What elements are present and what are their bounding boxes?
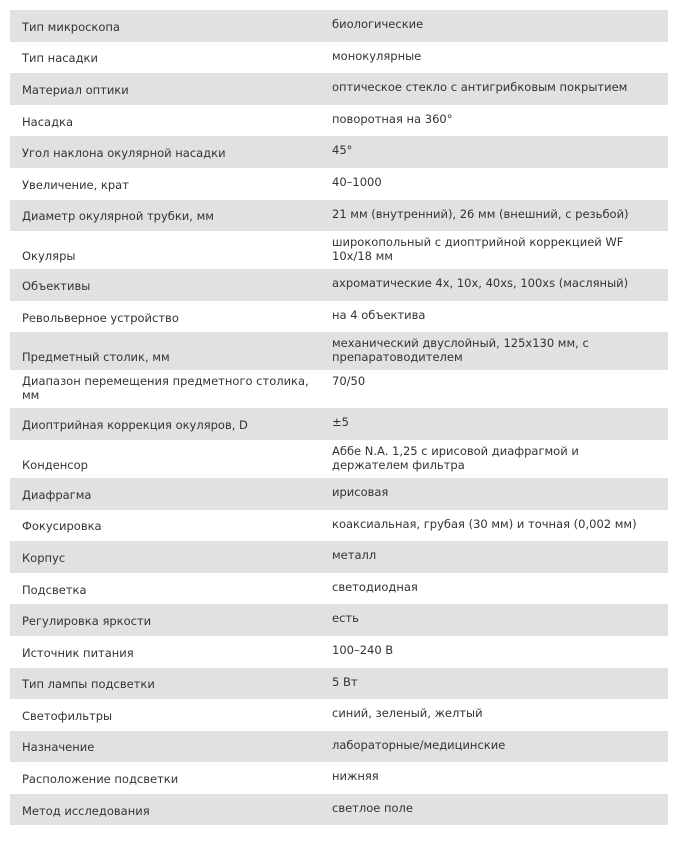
- table-row: [10, 105, 668, 137]
- table-row: [10, 636, 668, 668]
- table-row: [10, 168, 668, 200]
- table-row: [10, 42, 668, 74]
- spec-value: есть: [332, 611, 359, 626]
- specifications-table: [10, 10, 668, 825]
- spec-value: 21 мм (внутренний), 26 мм (внешний, с резьбой): [332, 206, 629, 221]
- table-row: [10, 332, 668, 370]
- spec-label: Диапазон перемещения предметного столика, мм: [22, 374, 309, 403]
- table-row: [10, 762, 668, 794]
- spec-value: светлое поле: [332, 800, 413, 815]
- spec-label: Фокусировка: [22, 519, 102, 534]
- spec-label: Расположение подсветки: [22, 772, 179, 787]
- spec-label: Тип лампы подсветки: [22, 677, 155, 692]
- spec-value: биологические: [332, 17, 424, 31]
- table-row: [10, 699, 668, 731]
- spec-value: коаксиальная, грубая (30 мм) и точная (0,002 мм): [332, 516, 637, 531]
- spec-label: Конденсор: [22, 457, 88, 472]
- table-row: [10, 73, 668, 105]
- table-row: [10, 478, 668, 510]
- table-row: [10, 200, 668, 232]
- spec-label: Диаметр окулярной трубки, мм: [22, 209, 214, 224]
- table-row: [10, 440, 668, 478]
- spec-label: Регулировка яркости: [22, 614, 152, 629]
- spec-label: Диоптрийная коррекция окуляров, D: [22, 418, 248, 433]
- spec-value: 40–1000: [332, 174, 382, 189]
- table-row: [10, 10, 668, 42]
- spec-value: синий, зеленый, желтый: [332, 706, 483, 721]
- table-row: [10, 370, 668, 408]
- spec-value: оптическое стекло с антигрибковым покрытием: [332, 80, 628, 95]
- table-row: [10, 269, 668, 301]
- spec-label: Подсветка: [22, 582, 87, 597]
- table-row: [10, 510, 668, 542]
- spec-label: Назначение: [22, 740, 95, 755]
- table-row: [10, 573, 668, 605]
- table-row: [10, 604, 668, 636]
- spec-label: Предметный столик, мм: [22, 350, 170, 365]
- table-row: [10, 408, 668, 440]
- spec-label: Тип микроскопа: [22, 19, 120, 34]
- spec-label: Источник питания: [22, 645, 134, 660]
- spec-label: Насадка: [22, 114, 74, 129]
- spec-value: лабораторные/медицинские: [332, 737, 506, 752]
- table-row: [10, 136, 668, 168]
- spec-value: поворотная на 360°: [332, 111, 453, 126]
- spec-value: светодиодная: [332, 579, 418, 594]
- spec-label: Светофильтры: [22, 708, 113, 723]
- spec-value: 100–240 В: [332, 642, 394, 657]
- spec-value: ирисовая: [332, 484, 389, 499]
- spec-label: Тип насадки: [22, 51, 98, 66]
- table-row: [10, 731, 668, 763]
- spec-label: Объективы: [22, 278, 91, 293]
- table-row: [10, 794, 668, 826]
- spec-label: Диафрагма: [22, 487, 92, 502]
- table-row: [10, 231, 668, 269]
- table-row: [10, 541, 668, 573]
- spec-label: Корпус: [22, 550, 66, 565]
- spec-label: Увеличение, крат: [22, 177, 129, 192]
- spec-label: Револьверное устройство: [22, 310, 179, 325]
- spec-label: Материал оптики: [22, 82, 129, 97]
- spec-value: механический двуслойный, 125x130 мм, с препаратоводителем: [332, 336, 589, 365]
- table-row: [10, 668, 668, 700]
- spec-value: 45°: [332, 143, 353, 158]
- spec-value: широкопольный с диоптрийной коррекцией WF 10x/18 мм: [332, 235, 624, 264]
- spec-value: ±5: [332, 415, 349, 430]
- spec-value: нижняя: [332, 769, 379, 784]
- spec-value: ахроматические 4x, 10x, 40xs, 100xs (масляный): [332, 276, 629, 291]
- spec-value: 5 Вт: [332, 674, 358, 689]
- table-row: [10, 301, 668, 333]
- specifications-table-body: [10, 10, 668, 825]
- spec-label: Угол наклона окулярной насадки: [22, 146, 226, 161]
- spec-value: Аббе N.A. 1,25 с ирисовой диафрагмой и держателем фильтра: [332, 443, 579, 472]
- spec-label: Окуляры: [22, 249, 76, 264]
- spec-value: на 4 объектива: [332, 307, 426, 322]
- spec-value: монокулярные: [332, 48, 422, 63]
- spec-label: Метод исследования: [22, 803, 150, 818]
- spec-value: металл: [332, 548, 377, 563]
- spec-value: 70/50: [332, 374, 366, 389]
